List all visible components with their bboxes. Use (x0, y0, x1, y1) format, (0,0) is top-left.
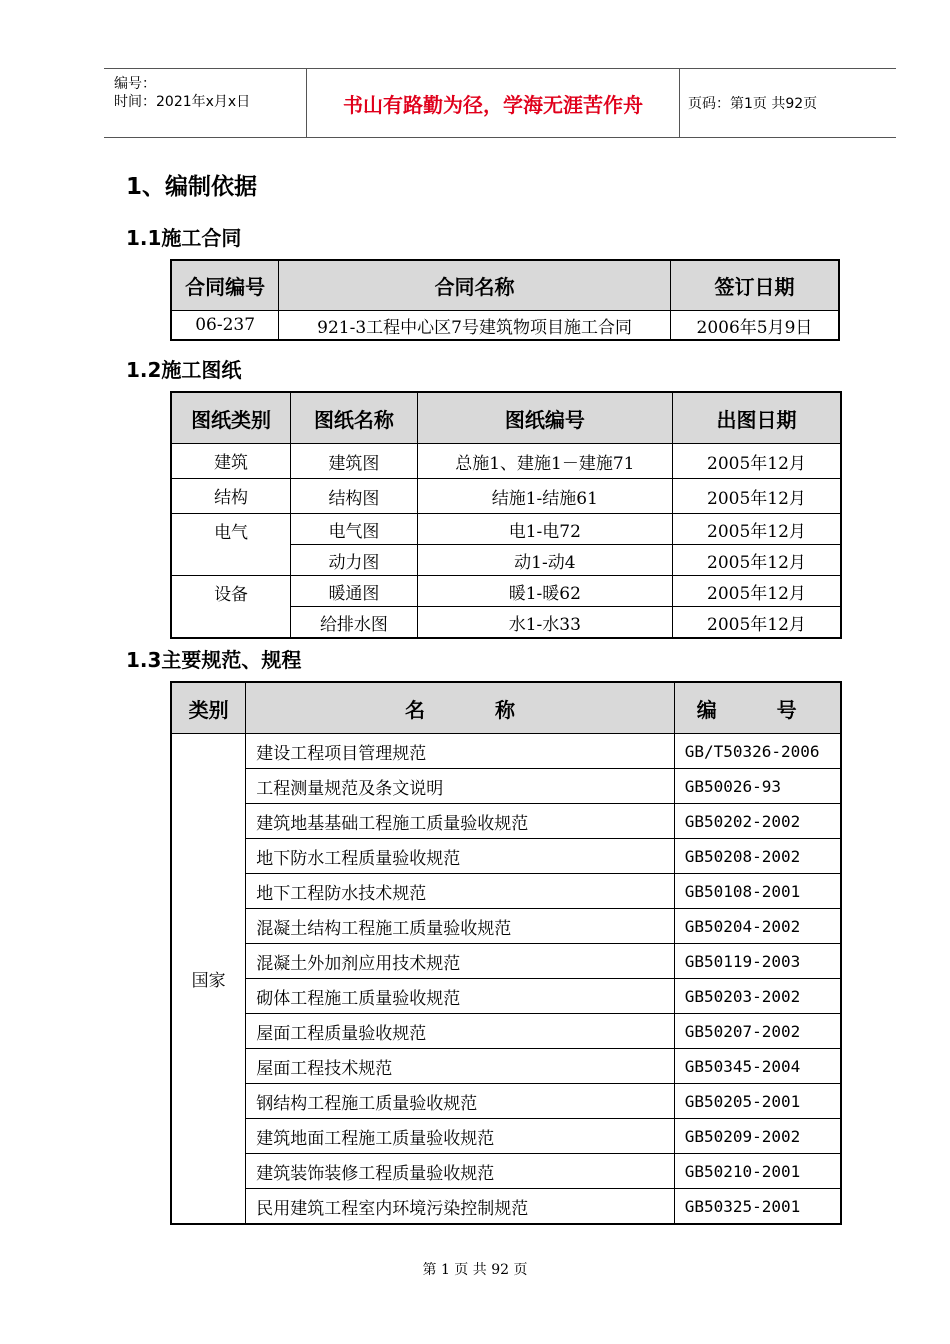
drawing-category: 结构 (171, 479, 291, 514)
drawing-date: 2005年12月 (672, 479, 841, 514)
table-row (171, 311, 839, 341)
column-header: 出图日期 (672, 392, 841, 444)
table-row (171, 1119, 841, 1154)
drawing-name: 建筑图 (291, 444, 418, 479)
standard-code: GB50209-2002 (674, 1119, 841, 1154)
table-row (171, 1014, 841, 1049)
standard-name: 地下防水工程质量验收规范 (246, 839, 674, 874)
column-header: 合同编号 (171, 260, 279, 311)
table-header-row (171, 682, 841, 734)
standard-code: GB50207-2002 (674, 1014, 841, 1049)
standard-code: GB50205-2001 (674, 1084, 841, 1119)
table-row (171, 1049, 841, 1084)
standards-table (170, 681, 842, 1225)
drawing-date: 2005年12月 (672, 576, 841, 607)
drawing-name: 给排水图 (291, 607, 418, 639)
standard-name: 屋面工程质量验收规范 (246, 1014, 674, 1049)
contract-heading: 1.1施工合同 (126, 226, 242, 250)
page-header (104, 68, 896, 138)
standard-code: GB50210-2001 (674, 1154, 841, 1189)
contract-date: 2006年5月9日 (670, 311, 839, 341)
standard-name: 屋面工程技术规范 (246, 1049, 674, 1084)
table-row (171, 944, 841, 979)
drawings-heading: 1.2施工图纸 (126, 358, 242, 382)
header-meta (104, 69, 307, 137)
standards-heading: 1.3主要规范、规程 (126, 648, 302, 672)
contract-name: 921-3工程中心区7号建筑物项目施工合同 (279, 311, 671, 341)
standard-name: 建筑地面工程施工质量验收规范 (246, 1119, 674, 1154)
standard-code: GB50204-2002 (674, 909, 841, 944)
table-row (171, 734, 841, 769)
table-row (171, 979, 841, 1014)
drawing-date: 2005年12月 (672, 607, 841, 639)
table-row (171, 576, 841, 607)
table-row (171, 874, 841, 909)
header-page-info: 页码：第1页 共92页 (688, 96, 818, 112)
column-header: 图纸名称 (291, 392, 418, 444)
standard-name: 建筑装饰装修工程质量验收规范 (246, 1154, 674, 1189)
standard-code: GB50325-2001 (674, 1189, 841, 1225)
standard-code: GB50203-2002 (674, 979, 841, 1014)
table-row (171, 804, 841, 839)
standard-code: GB50026-93 (674, 769, 841, 804)
column-header (246, 682, 674, 734)
table-row (171, 909, 841, 944)
table-row (171, 1084, 841, 1119)
standard-name: 地下工程防水技术规范 (246, 874, 674, 909)
table-header-row (171, 260, 839, 311)
standard-name: 砌体工程施工质量验收规范 (246, 979, 674, 1014)
section-title: 1、编制依据 (126, 174, 258, 200)
standard-code: GB50108-2001 (674, 874, 841, 909)
drawing-code: 暖1-暖62 (417, 576, 672, 607)
drawing-name: 暖通图 (291, 576, 418, 607)
drawing-date: 2005年12月 (672, 514, 841, 545)
standard-category: 国家 (171, 734, 246, 1225)
standard-name: 建筑地基基础工程施工质量验收规范 (246, 804, 674, 839)
standard-name: 建设工程项目管理规范 (246, 734, 674, 769)
table-row (171, 1189, 841, 1225)
column-header: 合同名称 (279, 260, 671, 311)
column-header: 图纸类别 (171, 392, 291, 444)
table-header-row (171, 392, 841, 444)
drawing-date: 2005年12月 (672, 545, 841, 576)
drawing-name: 结构图 (291, 479, 418, 514)
table-row (171, 1154, 841, 1189)
standard-code: GB50202-2002 (674, 804, 841, 839)
table-row (171, 839, 841, 874)
drawing-code: 总施1、建施1－建施71 (417, 444, 672, 479)
drawing-code: 电1-电72 (417, 514, 672, 545)
table-row (171, 769, 841, 804)
column-header: 图纸编号 (417, 392, 672, 444)
standard-code: GB/T50326-2006 (674, 734, 841, 769)
table-row (171, 444, 841, 479)
standard-name: 混凝土外加剂应用技术规范 (246, 944, 674, 979)
contract-number: 06-237 (171, 311, 279, 341)
table-row (171, 479, 841, 514)
column-header-label: 编号 (696, 697, 797, 722)
drawing-code: 动1-动4 (417, 545, 672, 576)
standard-code: GB50345-2004 (674, 1049, 841, 1084)
column-header-label: 名称 (404, 697, 515, 722)
column-header: 类别 (171, 682, 246, 734)
drawing-code: 结施1-结施61 (417, 479, 672, 514)
standard-code: GB50208-2002 (674, 839, 841, 874)
standard-code: GB50119-2003 (674, 944, 841, 979)
drawing-name: 电气图 (291, 514, 418, 545)
drawing-category: 电气 (171, 514, 291, 576)
header-number: 编号： (114, 76, 156, 92)
standard-name: 钢结构工程施工质量验收规范 (246, 1084, 674, 1119)
page-footer: 第 1 页 共 92 页 (422, 1262, 528, 1278)
header-time: 时间：2021年x月x日 (114, 94, 251, 110)
column-header (674, 682, 841, 734)
column-header: 签订日期 (670, 260, 839, 311)
drawings-table (170, 391, 842, 639)
standard-name: 工程测量规范及条文说明 (246, 769, 674, 804)
table-row (171, 514, 841, 545)
drawing-date: 2005年12月 (672, 444, 841, 479)
drawing-category: 建筑 (171, 444, 291, 479)
drawing-code: 水1-水33 (417, 607, 672, 639)
header-motto: 书山有路勤为径，学海无涯苦作舟 (307, 69, 680, 137)
drawing-category: 设备 (171, 576, 291, 639)
drawing-name: 动力图 (291, 545, 418, 576)
standard-name: 混凝土结构工程施工质量验收规范 (246, 909, 674, 944)
contract-table (170, 259, 840, 341)
standard-name: 民用建筑工程室内环境污染控制规范 (246, 1189, 674, 1225)
